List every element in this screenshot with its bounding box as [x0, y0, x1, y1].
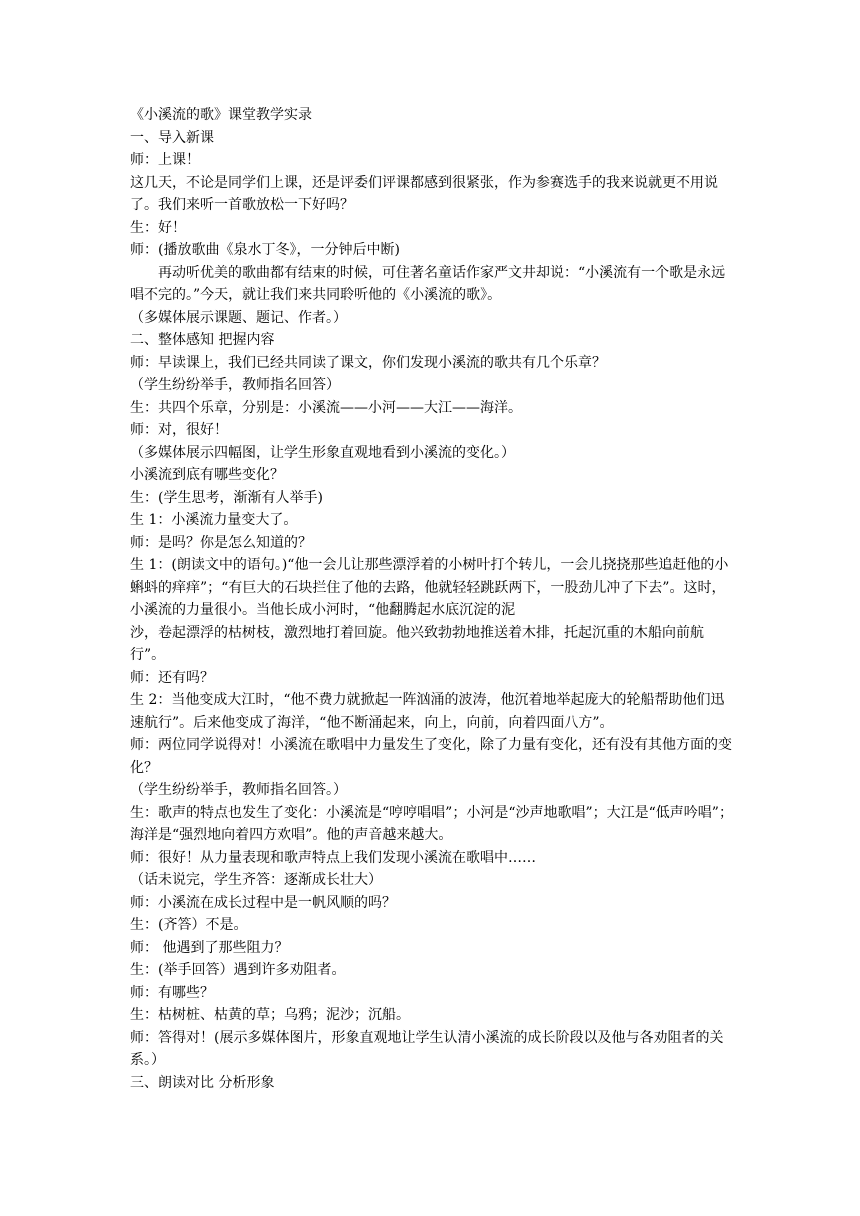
- dialogue-line: 生：共四个乐章，分别是：小溪流——小河——大江——海洋。: [130, 399, 522, 416]
- dialogue-line: 师：上课！: [130, 152, 200, 168]
- dialogue-line: 生 1：(朗读文中的语句。)“他一会儿让那些漂浮着的小树叶打个转儿，一会儿挠挠那些追赶他的小蝌蚪的痒痒”；“有巨大的石块拦住了他的去路，他就轻轻跳跃两下，一股劲儿冲了下去”。这时，小溪流的力量很小。当他长成小河时，“他翻腾起水底沉淀的泥: [130, 557, 729, 618]
- question-line: 小溪流到底有哪些变化？: [130, 467, 284, 483]
- paragraph: 这几天，不论是同学们上课，还是评委们评课都感到很紧张，作为参赛选手的我来说就更不用说了。我们来听一首歌放松一下好吗？: [130, 174, 718, 213]
- dialogue-line: 师：答得对！(展示多媒体图片，形象直观地让学生认清小溪流的成长阶段以及他与各劝阻者的关系。）: [130, 1029, 724, 1068]
- section-heading: 二、整体感知 把握内容: [130, 332, 275, 348]
- paragraph: 沙，卷起漂浮的枯树枝，激烈地打着回旋。他兴致勃勃地推送着木排，托起沉重的木船向前航行”。: [130, 624, 704, 663]
- dialogue-line: 生 2：当他变成大江时，“他不费力就掀起一阵汹涌的波涛，他沉着地举起庞大的轮船帮助他们迅速航行”。后来他变成了海洋，“他不断涌起来，向上，向前，向着四面八方”。: [130, 692, 725, 731]
- dialogue-line: 师：对，很好！: [130, 422, 228, 438]
- section-heading: 三、朗读对比 分析形象: [130, 1074, 275, 1091]
- dialogue-line: 生：好！: [130, 219, 186, 236]
- document-body: [130, 104, 735, 1094]
- stage-note: （多媒体展示四幅图，让学生形象直观地看到小溪流的变化。）: [130, 444, 515, 461]
- stage-note: （学生纷纷举手，教师指名回答。）: [130, 782, 347, 798]
- dialogue-line: 生 1：小溪流力量变大了。: [130, 512, 298, 528]
- dialogue-line: 师：两位同学说得对！小溪流在歌唱中力量发生了变化，除了力量有变化，还有没有其他方面的变化？: [130, 737, 732, 776]
- dialogue-line: 生：(齐答）不是。: [130, 917, 248, 933]
- dialogue-line: 师：(播放歌曲《泉水丁冬》，一分钟后中断): [130, 242, 400, 258]
- dialogue-line: 生：枯树桩、枯黄的草；乌鸦；泥沙；沉船。: [130, 1007, 410, 1023]
- dialogue-line: 师：还有吗？: [130, 669, 214, 686]
- dialogue-line: 生：(学生思考，渐渐有人举手): [130, 489, 323, 506]
- dialogue-line: 师：是吗？你是怎么知道的？: [130, 534, 312, 551]
- stage-note: （学生纷纷举手，教师指名回答）: [130, 377, 340, 393]
- stage-note: （话未说完，学生齐答：逐渐成长壮大）: [130, 872, 382, 888]
- section-heading: 一、导入新课: [130, 129, 214, 146]
- stage-note: （多媒体展示课题、题记、作者。）: [130, 309, 347, 326]
- dialogue-line: 师：有哪些？: [130, 984, 214, 1001]
- dialogue-line: 师：小溪流在成长过程中是一帆风顺的吗？: [130, 894, 396, 911]
- dialogue-line: 师： 他遇到了那些阻力？: [130, 939, 289, 956]
- dialogue-line: 生：歌声的特点也发生了变化：小溪流是“哼哼唱唱”；小河是“沙声地歌唱”；大江是“低声吟唱”；海洋是“强烈地向着四方欢唱”。他的声音越来越大。: [130, 804, 733, 843]
- document-title: 《小溪流的歌》课堂教学实录: [130, 107, 312, 123]
- dialogue-line: 师：早读课上，我们已经共同读了课文，你们发现小溪流的歌共有几个乐章？: [130, 354, 606, 371]
- paragraph: 再动听优美的歌曲都有结束的时候，可住著名童话作家严文井却说：“小溪流有一个歌是永远唱不完的。”今天，就让我们来共同聆听他的《小溪流的歌》。: [130, 264, 726, 303]
- dialogue-line: 师：很好！从力量表现和歌声特点上我们发现小溪流在歌唱中……: [130, 849, 536, 866]
- dialogue-line: 生：(举手回答）遇到许多劝阻者。: [130, 962, 346, 978]
